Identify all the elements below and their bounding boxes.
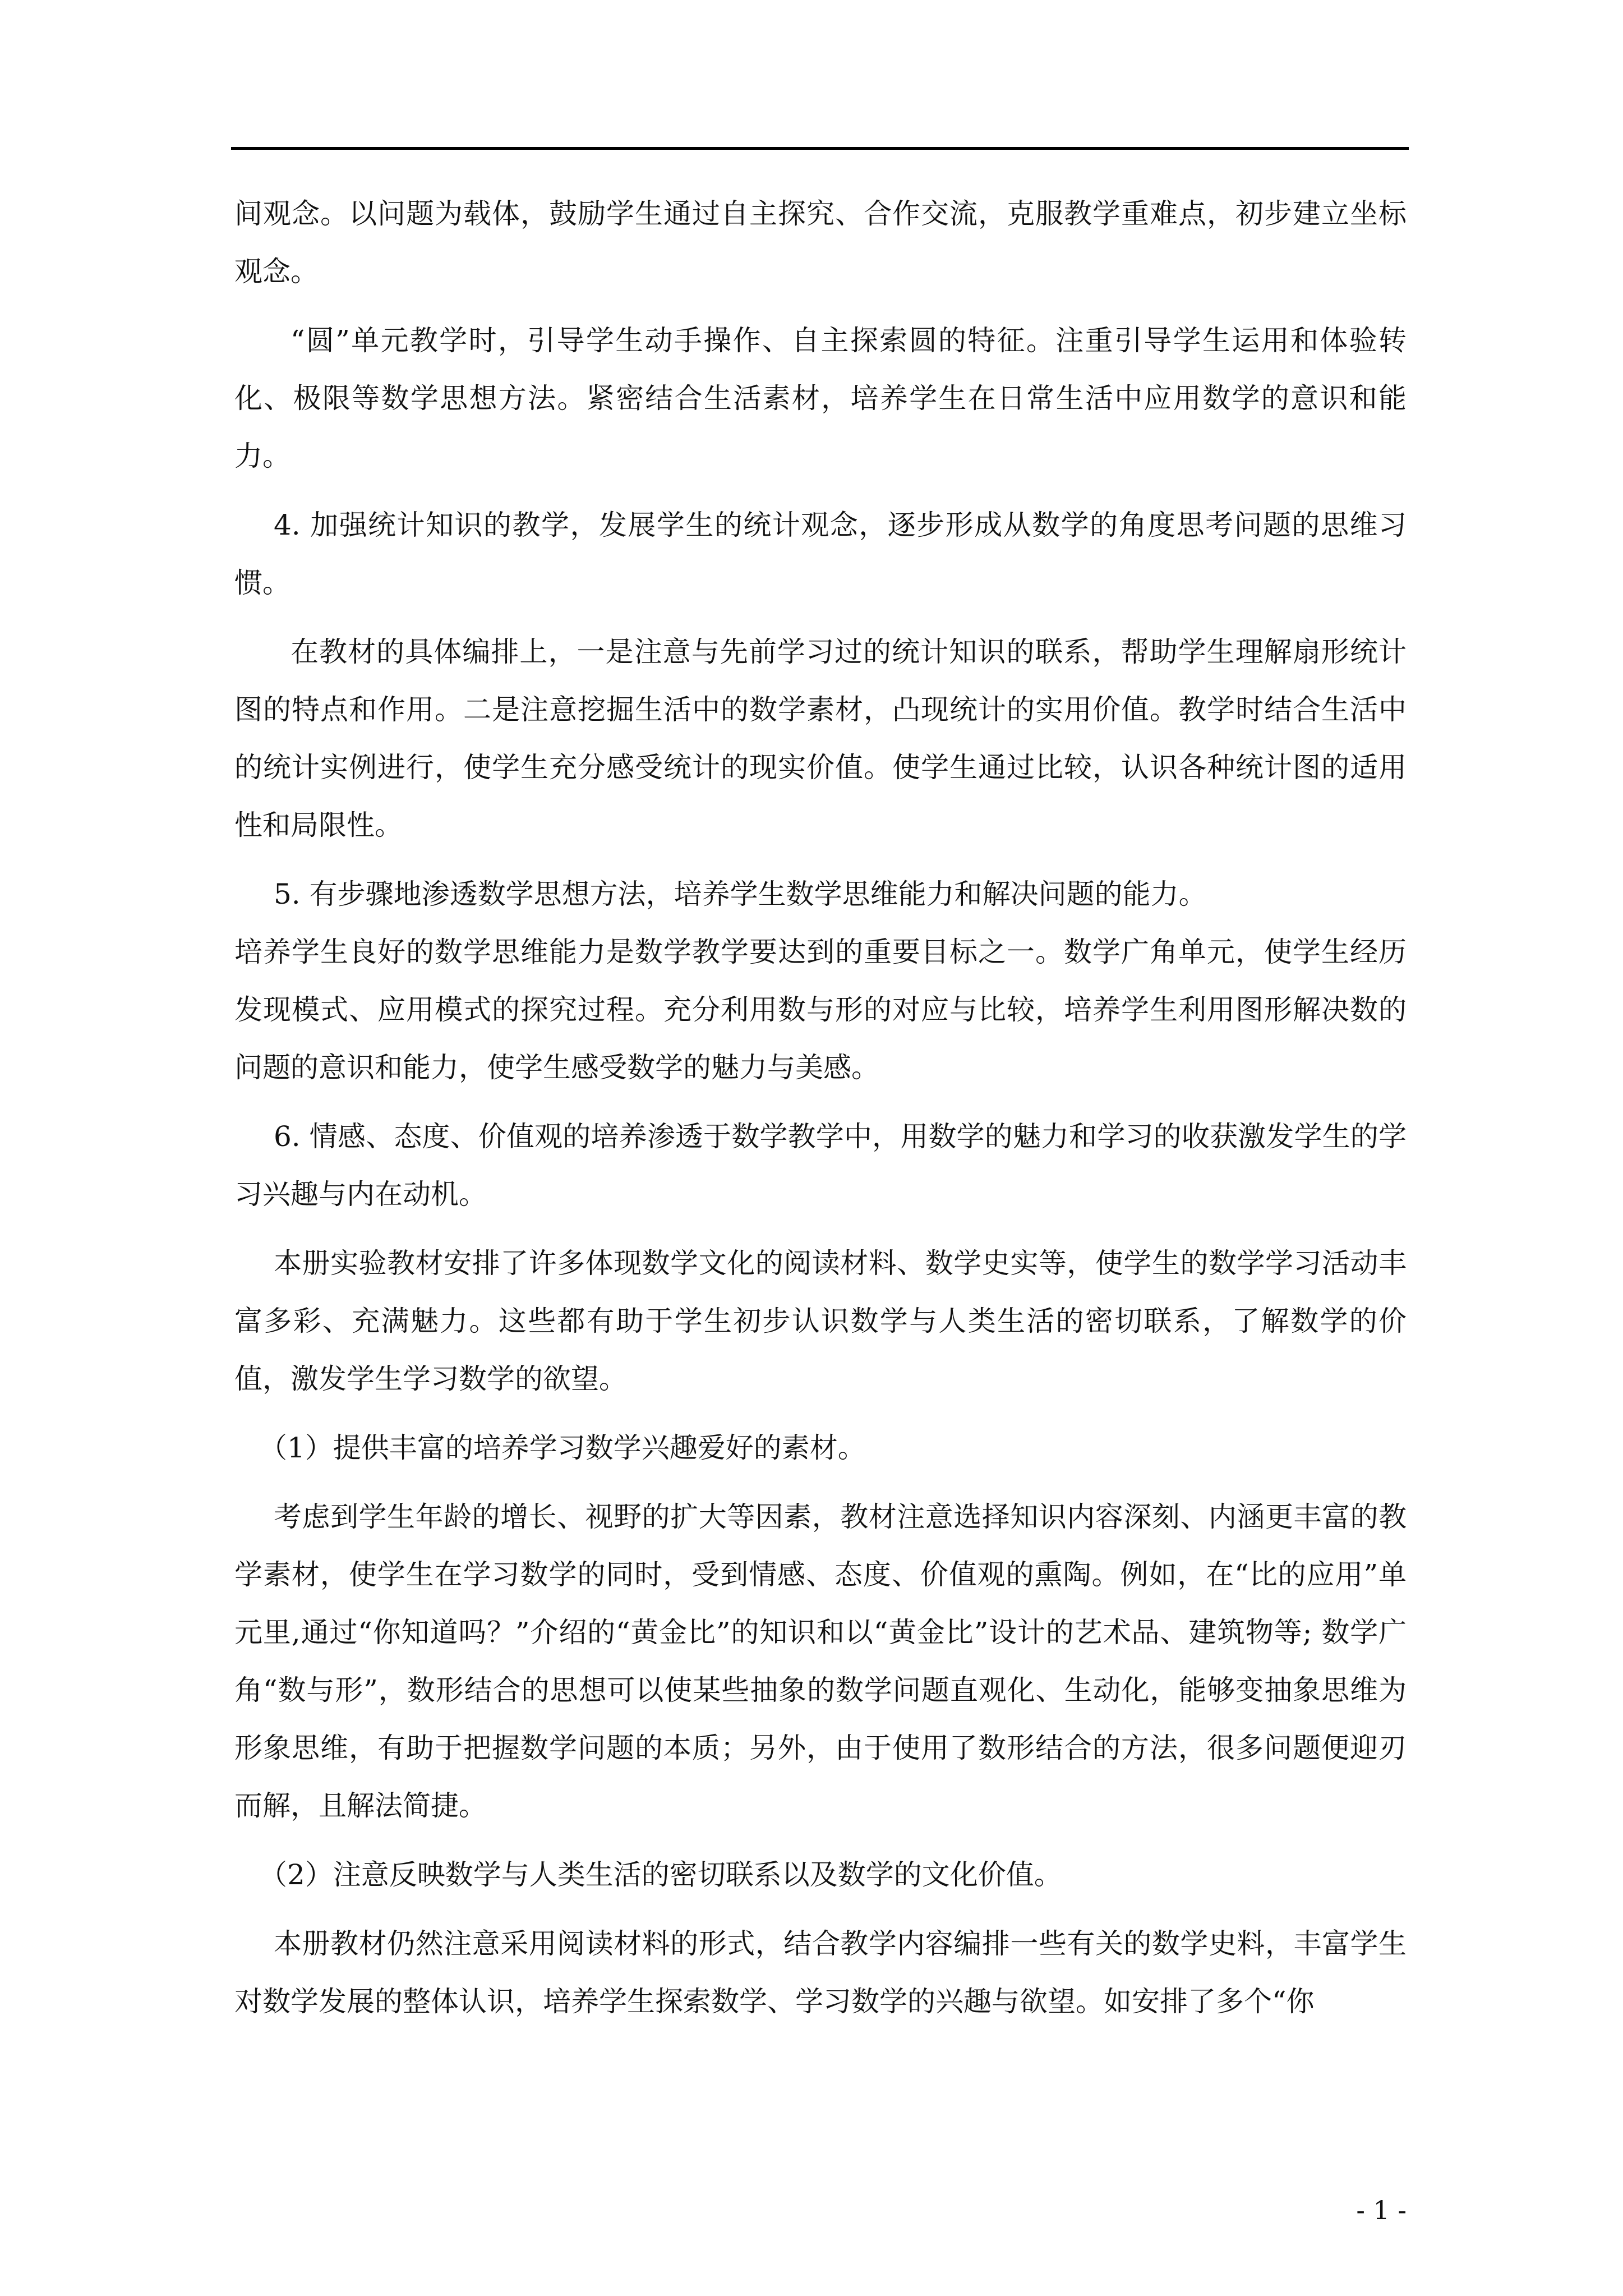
document-body [234, 185, 1407, 2031]
paragraph-circle-unit: “圆”单元教学时，引导学生动手操作、自主探索圆的特征。注重引导学生运用和体验转化、极限等数学思想方法。紧密结合生活素材，培养学生在日常生活中应用数学的意识和能力。 [234, 324, 1407, 472]
paragraph-thinking-detail: 培养学生良好的数学思维能力是数学教学要达到的重要目标之一。数学广角单元，使学生经历发现模式、应用模式的探究过程。充分利用数与形的对应与比较，培养学生利用图形解决数的问题的意识和能力，使学生感受数学的魅力与美感。 [234, 936, 1407, 1084]
header-rule [231, 147, 1409, 150]
paragraph-reading-materials: 本册教材仍然注意采用阅读材料的形式，结合教学内容编排一些有关的数学史料，丰富学生对数学发展的整体认识，培养学生探索数学、学习数学的兴趣与欲望。如安排了多个“你 [234, 1927, 1407, 2018]
paragraph-golden-ratio: 考虑到学生年龄的增长、视野的扩大等因素，教材注意选择知识内容深刻、内涵更丰富的教学素材，使学生在学习数学的同时，受到情感、态度、价值观的熏陶。例如，在“比的应用”单元里,通过“你知道吗？”介绍的“黄金比”的知识和以“黄金比”设计的艺术品、建筑物等; 数学广角“数与形”，数形结合的思想可以使某些抽象的数学问题直观化、生动化，能够变抽象思维为形象思维，有助于把握数学问题的本质；另外，由于使用了数形结合的方法，很多问题便迎刃而解，且解法简捷。 [234, 1501, 1407, 1822]
paragraph-statistics-heading: 4. 加强统计知识的教学，发展学生的统计观念，逐步形成从数学的角度思考问题的思维习惯。 [234, 509, 1407, 599]
paragraph-subheading-1: （1）提供丰富的培养学习数学兴趣爱好的素材。 [259, 1432, 866, 1464]
paragraph-culture-materials: 本册实验教材安排了许多体现数学文化的阅读材料、数学史实等，使学生的数学学习活动丰富多彩、充满魅力。这些都有助于学生初步认识数学与人类生活的密切联系，了解数学的价值，激发学生学习数学的欲望。 [234, 1247, 1407, 1395]
paragraph-statistics-detail: 在教材的具体编排上，一是注意与先前学习过的统计知识的联系，帮助学生理解扇形统计图的特点和作用。二是注意挖掘生活中的数学素材，凸现统计的实用价值。教学时结合生活中的统计实例进行，使学生充分感受统计的现实价值。使学生通过比较，认识各种统计图的适用性和局限性。 [234, 636, 1407, 841]
paragraph-thinking-heading: 5. 有步骤地渗透数学思想方法，培养学生数学思维能力和解决问题的能力。 [274, 878, 1207, 910]
paragraph-subheading-2: （2）注意反映数学与人类生活的密切联系以及数学的文化价值。 [259, 1858, 1062, 1891]
page-number: - 1 - [1356, 2195, 1407, 2225]
paragraph-coordinate-concept: 间观念。以问题为载体，鼓励学生通过自主探究、合作交流，克服教学重难点，初步建立坐标观念。 [234, 197, 1407, 288]
paragraph-emotion-heading: 6. 情感、态度、价值观的培养渗透于数学教学中，用数学的魅力和学习的收获激发学生的学习兴趣与内在动机。 [234, 1120, 1407, 1211]
